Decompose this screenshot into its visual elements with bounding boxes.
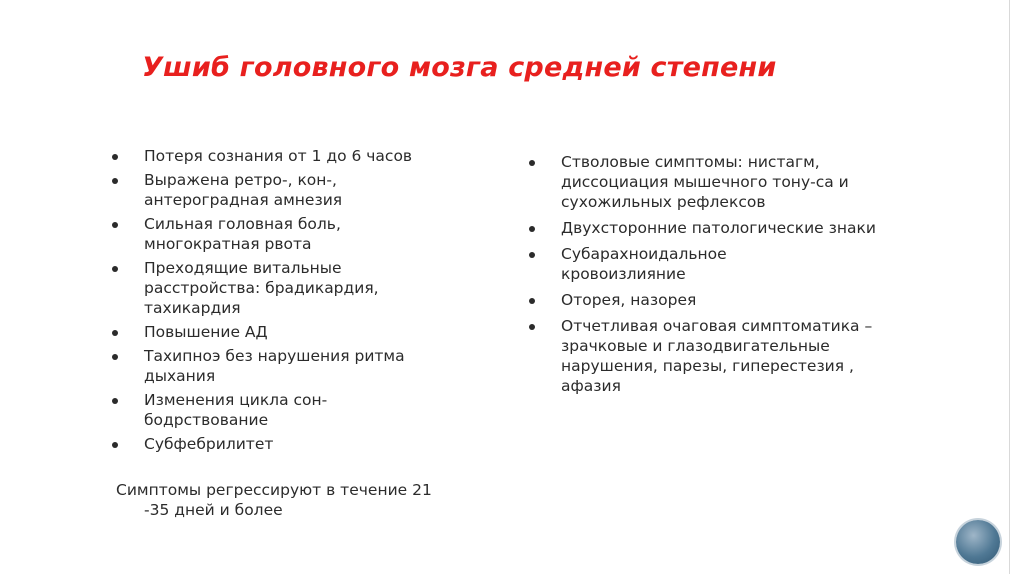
list-item — [110, 390, 490, 430]
list-item — [110, 170, 490, 210]
bullet-icon — [112, 354, 118, 360]
list-item-text: Преходящие витальные расстройства: брадикардия, тахикардия — [144, 259, 379, 317]
bullet-icon — [529, 160, 535, 166]
list-item — [527, 244, 907, 284]
list-item — [110, 214, 490, 254]
presentation-logo-icon — [956, 520, 1000, 564]
bullet-icon — [112, 154, 118, 160]
list-item — [527, 290, 907, 310]
list-item — [527, 218, 907, 238]
right-bullet-list — [527, 152, 907, 402]
slide-right-border — [1009, 0, 1010, 574]
bullet-icon — [112, 398, 118, 404]
list-item-text: Оторея, назорея — [561, 291, 697, 309]
list-item-text: Тахипноэ без нарушения ритма дыхания — [144, 347, 405, 385]
bullet-icon — [112, 266, 118, 272]
list-item-text: Потеря сознания от 1 до 6 часов — [144, 147, 413, 165]
list-item — [527, 316, 907, 396]
list-item-text: Отчетливая очаговая симптоматика – зрачковые и глазодвигательные нарушения, парезы, гиперестезия , афазия — [561, 317, 873, 395]
list-item-text: Субфебрилитет — [144, 435, 274, 453]
note-line-1: Симптомы регрессируют в течение 21 — [116, 481, 432, 499]
list-item — [110, 258, 490, 318]
bullet-icon — [112, 330, 118, 336]
list-item-text: Изменения цикла сон-бодрствование — [144, 391, 328, 429]
bullet-icon — [529, 252, 535, 258]
bullet-icon — [529, 226, 535, 232]
regression-note — [116, 480, 516, 520]
slide-title: Ушиб головного мозга средней степени — [142, 52, 777, 83]
note-line-2: -35 дней и более — [144, 501, 283, 519]
list-item — [110, 434, 490, 454]
left-bullet-list — [110, 146, 490, 458]
list-item-text: Сильная головная боль, многократная рвота — [144, 215, 341, 253]
list-item — [527, 152, 907, 212]
bullet-icon — [112, 222, 118, 228]
list-item-text: Двухсторонние патологические знаки — [561, 219, 876, 237]
list-item-text: Субарахноидальное кровоизлияние — [561, 245, 727, 283]
list-item-text: Стволовые симптомы: нистагм, диссоциация мышечного тону-са и сухожильных рефлексов — [561, 153, 849, 211]
list-item — [110, 146, 490, 166]
list-item-text: Выражена ретро-, кон-, антероградная амнезия — [144, 171, 343, 209]
bullet-icon — [529, 298, 535, 304]
list-item — [110, 346, 490, 386]
bullet-icon — [112, 442, 118, 448]
bullet-icon — [529, 324, 535, 330]
bullet-icon — [112, 178, 118, 184]
list-item — [110, 322, 490, 342]
list-item-text: Повышение АД — [144, 323, 268, 341]
